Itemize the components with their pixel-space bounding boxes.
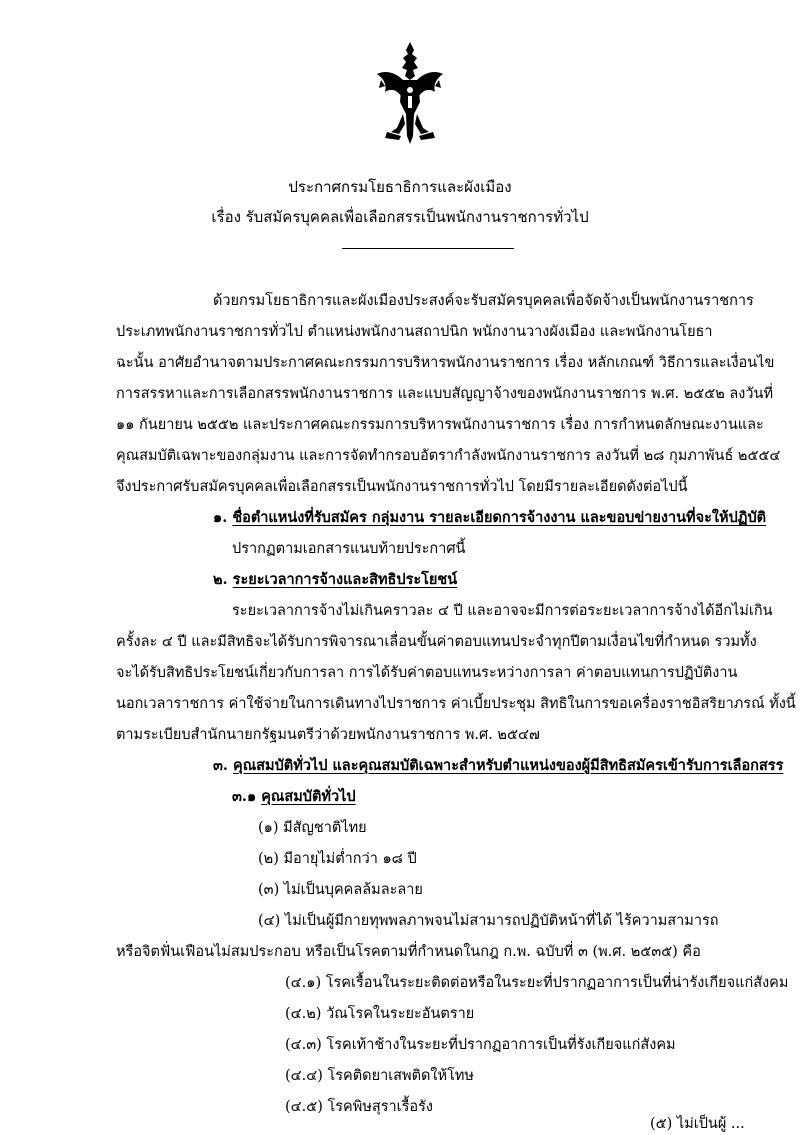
section-2-line: ระยะเวลาการจ้างไม่เกินคราวละ ๔ ปี และอาจจะมีการต่อระยะเวลาการจ้างได้อีกไม่เกิน [232,603,773,619]
section-3-1-heading [232,785,356,808]
section-3-1-number: ๓.๑ [232,788,257,805]
disease-item: (๔.๔) โรคติดยาเสพติดให้โทษ [285,1068,474,1084]
disease-item: (๔.๓) โรคเท้าช้างในระยะที่ปรากฏอาการเป็นที่รังเกียจแก่สังคม [285,1037,676,1053]
qualification-item: (๓) ไม่เป็นบุคคลล้มละลาย [258,882,423,898]
section-3-1-title: คุณสมบัติทั่วไป [261,788,356,805]
disease-item: (๔.๒) วัณโรคในระยะอันตราย [285,1006,475,1022]
subject-title: เรื่อง รับสมัครบุคคลเพื่อเลือกสรรเป็นพนักงานราชการทั่วไป [211,208,589,226]
intro-line: จึงประกาศรับสมัครบุคคลเพื่อเลือกสรรเป็นพนักงานราชการทั่วไป โดยมีรายละเอียดดังต่อไปนี้ [116,479,688,495]
section-2-line: จะได้รับสิทธิประโยชน์เกี่ยวกับการลา การได้รับค่าตอบแทนระหว่างการลา ค่าตอบแทนการปฏิบัติงาน [116,665,738,681]
disease-item: (๔.๕) โรคพิษสุราเรื้อรัง [285,1099,433,1115]
section-1-title: ชื่อตำแหน่งที่รับสมัคร กลุ่มงาน รายละเอียดการจ้างงาน และขอบข่ายงานที่จะให้ปฏิบัติ [232,509,767,526]
section-1-number: ๑. [213,509,228,526]
intro-line: ฉะนั้น อาศัยอำนาจตามประกาศคณะกรรมการบริหารพนักงานราชการ เรื่อง หลักเกณฑ์ วิธีการและเงื่อนไข [116,355,775,371]
garuda-emblem-icon [373,40,447,150]
qualification-item: (๒) มีอายุไม่ต่ำกว่า ๑๘ ปี [258,851,417,867]
section-2-line: ครั้งละ ๔ ปี และมีสิทธิจะได้รับการพิจารณาเลื่อนขั้นค่าตอบแทนประจำทุกปีตามเงื่อนไขที่กำหนด รวมทั้ง [116,634,757,650]
header-divider [342,248,514,249]
section-2-line: ตามระเบียบสำนักนายกรัฐมนตรีว่าด้วยพนักงานราชการ พ.ศ. ๒๕๔๗ [116,727,540,743]
intro-line: ด้วยกรมโยธาธิการและผังเมืองประสงค์จะรับสมัครบุคคลเพื่อจัดจ้างเป็นพนักงานราชการ [213,293,754,309]
section-1-heading [213,506,766,529]
intro-line: การสรรหาและการเลือกสรรพนักงานราชการ และแบบสัญญาจ้างของพนักงานราชการ พ.ศ. ๒๕๕๒ ลงวันที่ [116,386,774,402]
intro-line: ประเภทพนักงานราชการทั่วไป ตำแหน่งพนักงานสถาปนิก พนักงานวางผังเมือง และพนักงานโยธา [116,324,713,340]
section-3-title: คุณสมบัติทั่วไป และคุณสมบัติเฉพาะสำหรับตำแหน่งของผู้มีสิทธิสมัครเข้ารับการเลือกสรร [233,757,784,774]
section-3-number: ๓. [213,757,228,774]
section-1-body: ปรากฏตามเอกสารแนบท้ายประกาศนี้ [232,541,466,557]
agency-title: ประกาศกรมโยธาธิการและผังเมือง [288,178,512,196]
continued-marker: (๕) ไม่เป็นผู้ ... [650,1116,745,1132]
qualification-item: (๔) ไม่เป็นผู้มีกายทุพพลภาพจนไม่สามารถปฏิบัติหน้าที่ได้ ไร้ความสามารถ [258,913,719,929]
qualification-item: (๑) มีสัญชาติไทย [258,820,367,836]
section-2-title: ระยะเวลาการจ้างและสิทธิประโยชน์ [232,571,458,588]
section-2-heading [213,568,457,591]
section-2-number: ๒. [213,571,228,588]
qualification-item-continuation: หรือจิตฟั่นเฟือนไม่สมประกอบ หรือเป็นโรคตามที่กำหนดในกฎ ก.พ. ฉบับที่ ๓ (พ.ศ. ๒๕๓๕) คือ [116,944,701,960]
section-3-heading [213,754,783,777]
intro-line: คุณสมบัติเฉพาะของกลุ่มงาน และการจัดทำกรอบอัตรากำลังพนักงานราชการ ลงวันที่ ๒๘ กุมภาพันธ์ ๒๕๕๔ [116,448,781,464]
disease-item: (๔.๑) โรคเรื้อนในระยะติดต่อหรือในระยะที่ปรากฏอาการเป็นที่น่ารังเกียจแก่สังคม [285,975,789,991]
section-2-line: นอกเวลาราชการ ค่าใช้จ่ายในการเดินทางไปราชการ ค่าเบี้ยประชุม สิทธิในการขอเครื่องราชอิสริยาภรณ์ ทั้งนี้ [116,696,796,712]
intro-line: ๑๑ กันยายน ๒๕๕๒ และประกาศคณะกรรมการบริหารพนักงานราชการ เรื่อง การกำหนดลักษณะงานและ [116,417,764,433]
